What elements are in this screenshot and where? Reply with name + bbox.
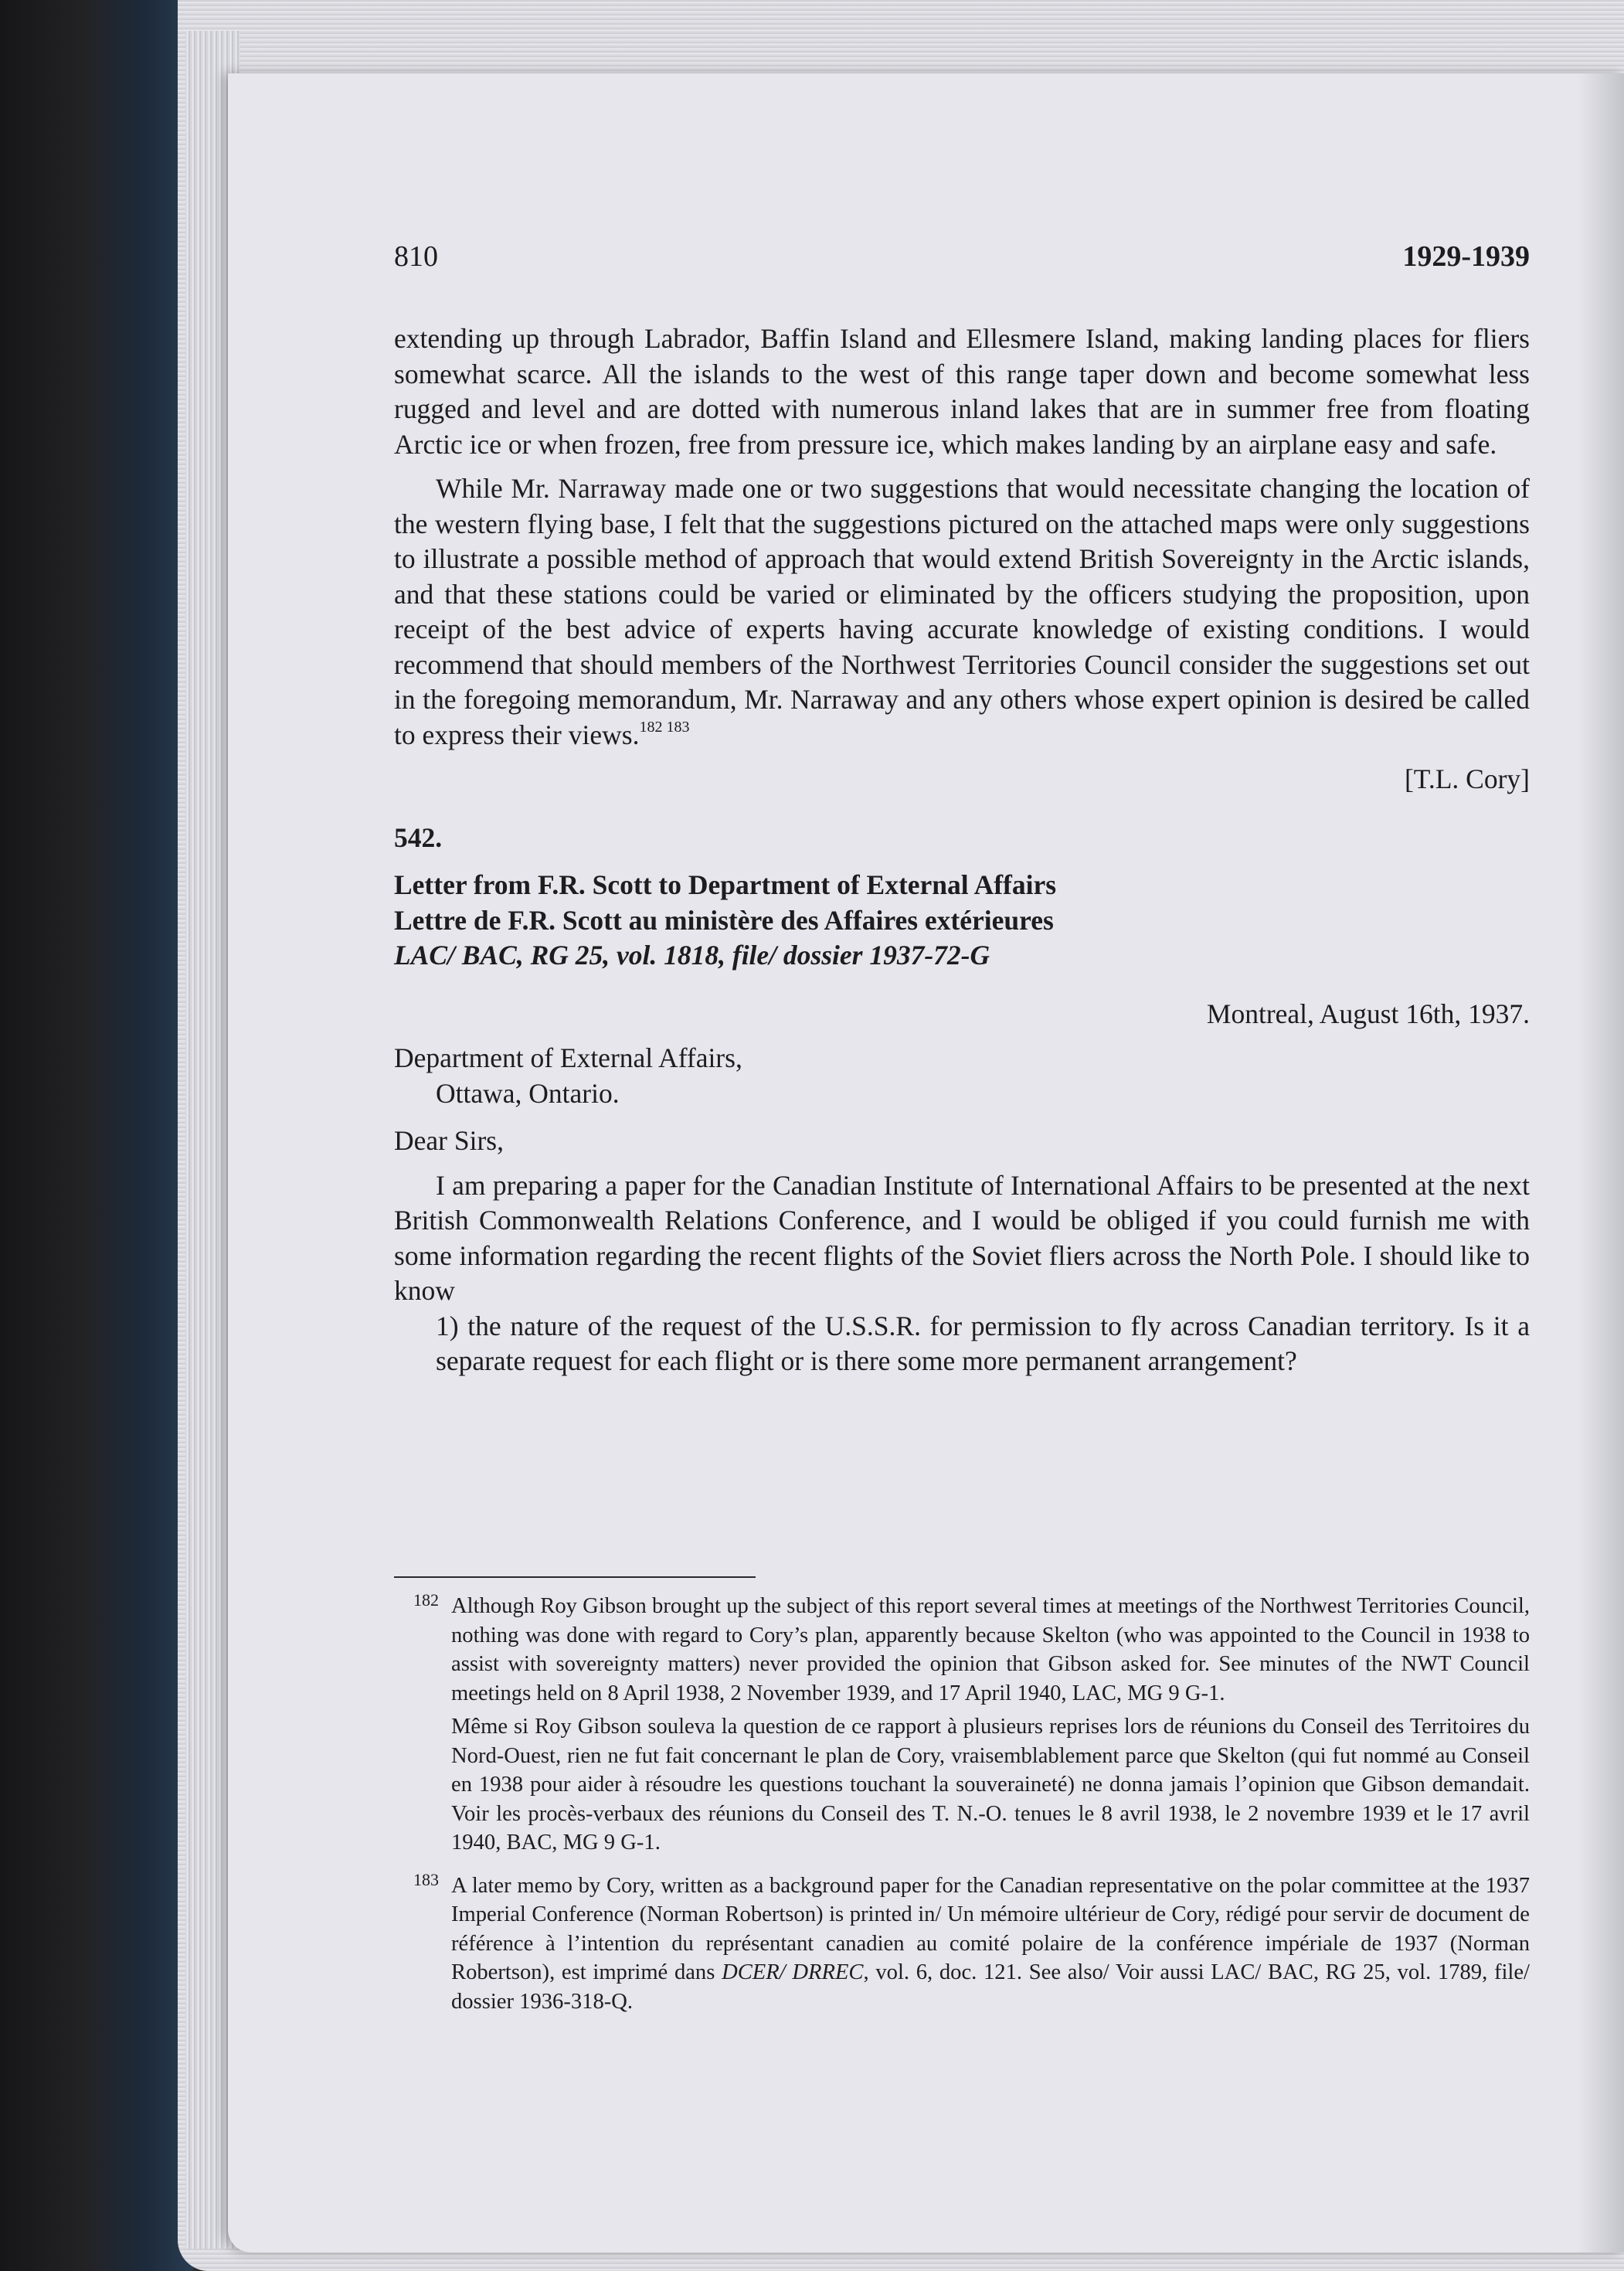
footnotes bbox=[394, 1592, 1530, 2016]
date-range-heading: 1929-1939 bbox=[1402, 240, 1530, 273]
footnote-italic-ref: DCER/ DRREC bbox=[722, 1960, 864, 1984]
footnote-text-b: , vol. 6, doc. 121. See also/ Voir aussi LAC/ BAC, RG 25, vol. 1789, file/ dossier 1936-318-Q. bbox=[451, 1960, 1530, 2014]
footnote-text-en: Although Roy Gibson brought up the subject of this report several times at meetings of the Northwest Territories Council, nothing was done with regard to Cory’s plan, apparently because Skelton (who was appointed to the Council in 1938 to assist with sovereignty matters) never provided the opinion that Gibson asked for. See minutes of the NWT Council meetings held on 8 April 1938, 2 November 1939, and 17 April 1940, LAC, MG 9 G-1. bbox=[451, 1594, 1530, 1705]
book-cover-edge bbox=[0, 0, 193, 2271]
document-title-fr: Lettre de F.R. Scott au ministère des Affaires extérieures bbox=[394, 904, 1054, 936]
letter-address-line2: Ottawa, Ontario. bbox=[436, 1077, 620, 1109]
paragraph-narraway-text: While Mr. Narraway made one or two suggestions that would necessitate changing the location of the western flying base, I felt that the suggestions pictured on the attached maps were only suggestions to illustrate a possible method of approach that would extend British Sovereignty in the Arctic islands, and that these stations could be varied or eliminated by the officers studying the proposition, upon receipt of the best advice of experts having accurate knowledge of existing conditions. I would recommend that should members of the Northwest Territories Council consider the suggestions set out in the foregoing memorandum, Mr. Narraway and any others whose expert opinion is desired be called to express their views. bbox=[394, 473, 1530, 750]
paragraph-continued: extending up through Labrador, Baffin Island and Ellesmere Island, making landing places for fliers somewhat scarce. All the islands to the west of this range taper down and become somewhat less rugged and level and are dotted with numerous inland lakes that are in summer free from floating Arctic ice or when frozen, free from pressure ice, which makes landing by an airplane easy and safe. bbox=[394, 323, 1530, 460]
running-header bbox=[394, 240, 1530, 278]
page-curl-shadow bbox=[1578, 73, 1624, 2252]
document-title-en: Letter from F.R. Scott to Department of External Affairs bbox=[394, 869, 1057, 900]
paragraph-narraway bbox=[394, 471, 1530, 753]
footnote-number: 182 bbox=[413, 1590, 439, 1610]
letter-paragraph: I am preparing a paper for the Canadian Institute of International Affairs to be presented at the next British Commonwealth Relations Conference, and I would be obliged if you could furnish me with some information regarding the recent flights of the Soviet fliers across the North Pole. I should like to know bbox=[394, 1169, 1530, 1306]
footnote-text-a: A later memo by Cory, written as a background paper for the Canadian representative on the polar committee at the 1937 Imperial Conference (Norman Robertson) is printed in/ Un mémoire ultérieur de Cory, rédigé pour servir de document de référence à l’intention du représentant canadien au comité polaire de la conférence impériale de 1937 (Norman Robertson), est imprimé dans bbox=[451, 1873, 1530, 1984]
letter-address-line1: Department of External Affairs, bbox=[394, 1042, 742, 1073]
footnote-rule bbox=[394, 1576, 756, 1578]
footnote-182 bbox=[394, 1592, 1530, 1708]
letter-list-item: 1) the nature of the request of the U.S.S.R. for permission to fly across Canadian territory. Is it a separate request for each flight or is there some more permanent arrangement? bbox=[436, 1310, 1530, 1376]
letter-dateline: Montreal, August 16th, 1937. bbox=[1206, 998, 1530, 1029]
footnote-183 bbox=[394, 1869, 1530, 2017]
footnote-number: 183 bbox=[413, 1869, 439, 1889]
footnote-182-fr: Même si Roy Gibson souleva la question de ce rapport à plusieurs reprises lors de réunions du Conseil des Territoires du Nord-Ouest, rien ne fut fait concernant le plan de Cory, vraisemblablement parce que Skelton (qui fut nommé au Conseil en 1938 pour aider à résoudre les questions touchant la souveraineté) ne donna jamais l’opinion que Gibson demandait. Voir les procès-verbaux des réunions du Conseil des T. N.-O. tenues le 8 avril 1938, le 2 novembre 1939 et le 17 avril 1940, BAC, MG 9 G-1. bbox=[451, 1715, 1530, 1855]
document-source: LAC/ BAC, RG 25, vol. 1818, file/ dossier 1937-72-G bbox=[394, 940, 990, 971]
signature: [T.L. Cory] bbox=[1404, 763, 1530, 794]
footnote-refs: 182 183 bbox=[639, 718, 690, 736]
letter-salutation: Dear Sirs, bbox=[394, 1125, 504, 1156]
document-number: 542. bbox=[394, 821, 443, 853]
main-text bbox=[394, 321, 1530, 1379]
page-number: 810 bbox=[394, 240, 438, 273]
